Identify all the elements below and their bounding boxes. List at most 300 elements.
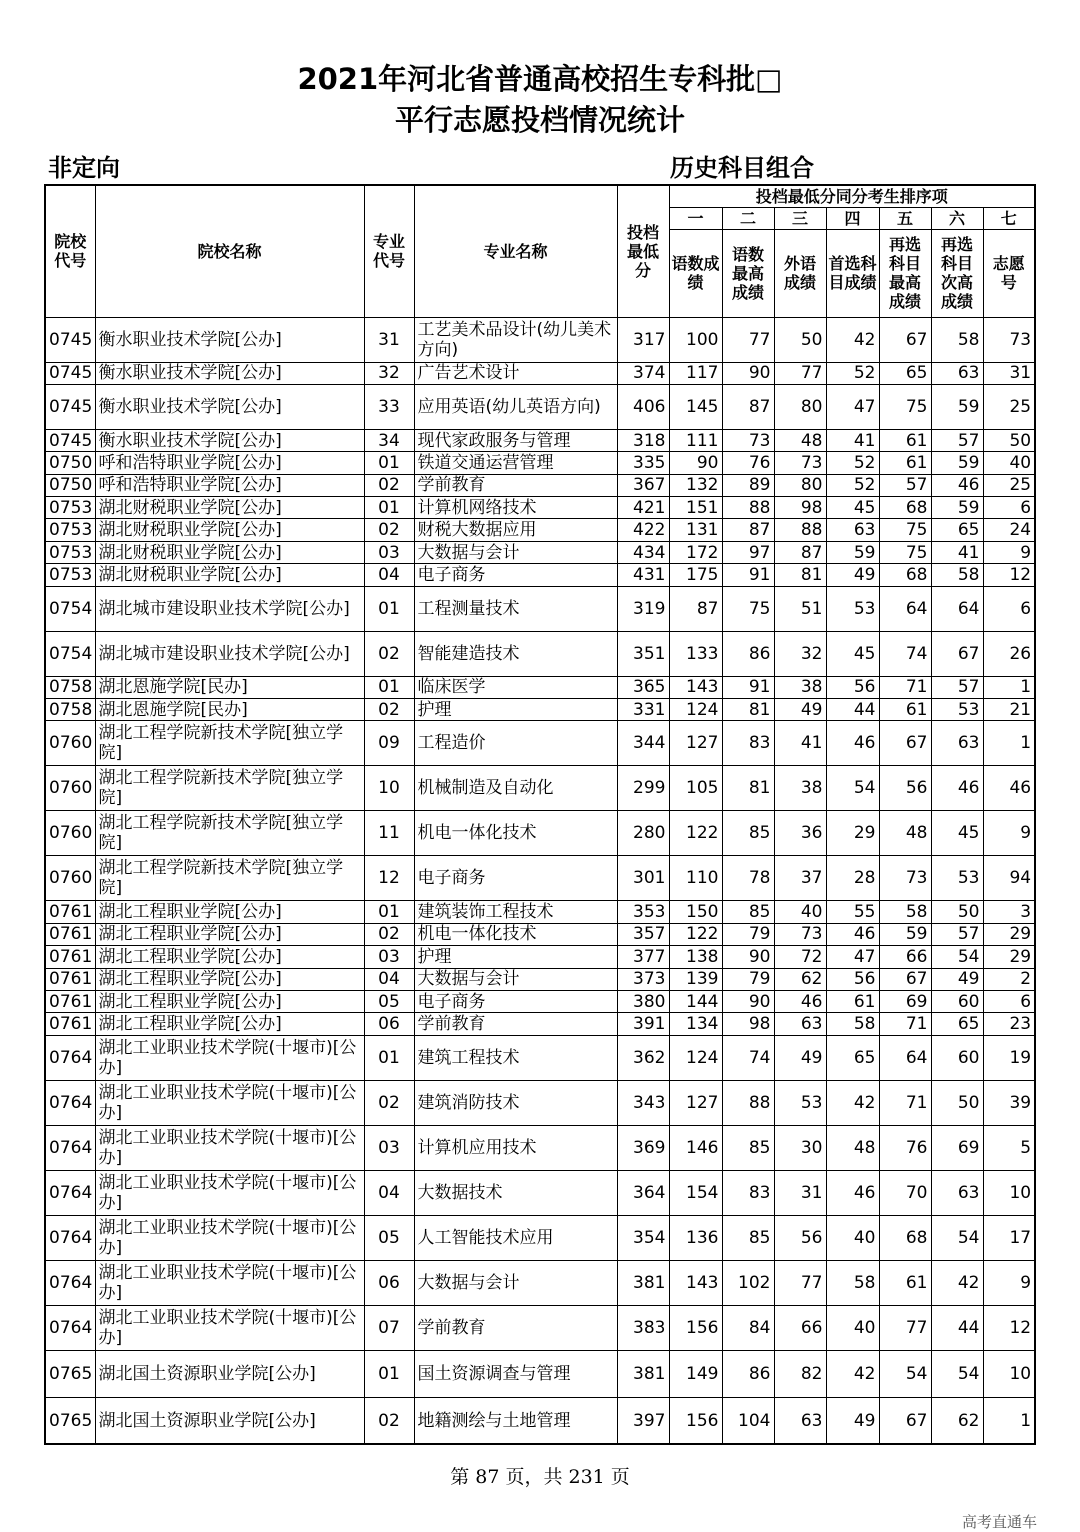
cell-tie-value: 134 [669,1013,722,1035]
header-num: 五 [879,207,931,229]
cell-school-code: 0745 [45,384,95,429]
cell-tie-value: 59 [931,497,983,519]
cell-tie-value: 59 [879,923,931,945]
cell-school-code: 0753 [45,541,95,563]
cell-min-score: 335 [617,452,669,474]
cell-tie-value: 58 [826,1260,879,1305]
cell-tie-value: 61 [879,452,931,474]
cell-tie-value: 76 [879,1125,931,1170]
cell-major-name: 广告艺术设计 [414,362,617,384]
cell-major-code: 09 [364,721,414,766]
cell-tie-value: 42 [826,1350,879,1397]
cell-school-code: 0761 [45,901,95,923]
cell-major-code: 01 [364,586,414,631]
cell-tie-value: 75 [722,586,774,631]
cell-tie-value: 127 [669,721,722,766]
table-row [45,429,1035,451]
header-sub: 语数成绩 [669,229,722,317]
cell-school-code: 0761 [45,1013,95,1035]
cell-school-code: 0764 [45,1215,95,1260]
cell-tie-value: 47 [826,946,879,968]
cell-tie-value: 38 [774,766,826,811]
cell-tie-value: 85 [722,901,774,923]
cell-tie-value: 124 [669,1035,722,1080]
cell-major-name: 大数据与会计 [414,1260,617,1305]
cell-school-name: 湖北工业职业技术学院(十堰市)[公办] [95,1035,364,1080]
cell-school-code: 0750 [45,474,95,496]
cell-tie-value: 89 [722,474,774,496]
cell-school-name: 湖北工业职业技术学院(十堰市)[公办] [95,1125,364,1170]
cell-tie-value: 74 [722,1035,774,1080]
cell-school-name: 湖北工程学院新技术学院[独立学院] [95,811,364,856]
cell-tie-value: 21 [983,699,1035,721]
cell-min-score: 422 [617,519,669,541]
header-num: 二 [722,207,774,229]
cell-school-code: 0764 [45,1305,95,1350]
cell-tie-value: 100 [669,317,722,362]
cell-tie-value: 80 [774,474,826,496]
cell-school-name: 湖北工业职业技术学院(十堰市)[公办] [95,1305,364,1350]
cell-major-code: 01 [364,1035,414,1080]
cell-min-score: 351 [617,631,669,676]
cell-tie-value: 54 [931,1350,983,1397]
cell-tie-value: 139 [669,968,722,990]
cell-min-score: 362 [617,1035,669,1080]
subject-combination-label: 历史科目组合 [670,154,814,182]
cell-school-name: 湖北财税职业学院[公办] [95,497,364,519]
cell-school-name: 衡水职业技术学院[公办] [95,429,364,451]
cell-tie-value: 6 [983,497,1035,519]
cell-tie-value: 136 [669,1215,722,1260]
cell-tie-value: 104 [722,1397,774,1444]
cell-tie-value: 131 [669,519,722,541]
cell-tie-value: 46 [826,923,879,945]
table-row [45,1215,1035,1260]
cell-tie-value: 87 [774,541,826,563]
table-row [45,1397,1035,1444]
cell-tie-value: 75 [879,519,931,541]
table-row [45,317,1035,362]
cell-school-name: 湖北工程职业学院[公办] [95,901,364,923]
cell-major-name: 计算机应用技术 [414,1125,617,1170]
cell-school-name: 湖北城市建设职业技术学院[公办] [95,586,364,631]
cell-tie-value: 49 [774,1035,826,1080]
cell-tie-value: 49 [826,564,879,586]
cell-major-name: 工程测量技术 [414,586,617,631]
cell-tie-value: 65 [931,1013,983,1035]
cell-tie-value: 46 [774,990,826,1012]
cell-school-name: 呼和浩特职业学院[公办] [95,452,364,474]
cell-tie-value: 44 [931,1305,983,1350]
cell-tie-value: 53 [826,586,879,631]
cell-school-name: 湖北国土资源职业学院[公办] [95,1397,364,1444]
header-num: 一 [669,207,722,229]
cell-major-code: 06 [364,1260,414,1305]
cell-tie-value: 70 [879,1170,931,1215]
cell-tie-value: 50 [774,317,826,362]
cell-tie-value: 48 [826,1125,879,1170]
cell-major-code: 02 [364,631,414,676]
cell-tie-value: 31 [774,1170,826,1215]
cell-major-code: 04 [364,1170,414,1215]
cell-tie-value: 146 [669,1125,722,1170]
cell-school-code: 0765 [45,1350,95,1397]
cell-tie-value: 91 [722,564,774,586]
cell-tie-value: 49 [774,699,826,721]
cell-school-name: 湖北工业职业技术学院(十堰市)[公办] [95,1170,364,1215]
header-school-code: 院校代号 [45,185,95,317]
table-row [45,766,1035,811]
cell-school-code: 0764 [45,1125,95,1170]
cell-tie-value: 62 [774,968,826,990]
cell-major-code: 01 [364,676,414,698]
cell-tie-value: 71 [879,676,931,698]
cell-major-name: 学前教育 [414,1305,617,1350]
cell-major-code: 03 [364,946,414,968]
cell-major-name: 人工智能技术应用 [414,1215,617,1260]
table-row [45,901,1035,923]
cell-school-name: 湖北工程职业学院[公办] [95,923,364,945]
cell-major-name: 铁道交通运营管理 [414,452,617,474]
table-row [45,564,1035,586]
cell-tie-value: 56 [826,968,879,990]
cell-tie-value: 82 [774,1350,826,1397]
cell-tie-value: 58 [879,901,931,923]
cell-major-name: 现代家政服务与管理 [414,429,617,451]
cell-major-code: 02 [364,474,414,496]
cell-major-name: 建筑工程技术 [414,1035,617,1080]
cell-tie-value: 54 [931,1215,983,1260]
cell-tie-value: 3 [983,901,1035,923]
cell-major-code: 34 [364,429,414,451]
cell-tie-value: 56 [879,766,931,811]
cell-tie-value: 44 [826,699,879,721]
cell-school-code: 0745 [45,362,95,384]
cell-school-name: 衡水职业技术学院[公办] [95,362,364,384]
cell-tie-value: 84 [722,1305,774,1350]
cell-tie-value: 46 [931,766,983,811]
cell-tie-value: 56 [774,1215,826,1260]
table-row [45,1080,1035,1125]
cell-tie-value: 17 [983,1215,1035,1260]
cell-tie-value: 50 [931,901,983,923]
cell-major-name: 财税大数据应用 [414,519,617,541]
cell-major-code: 02 [364,699,414,721]
cell-tie-value: 77 [722,317,774,362]
cell-major-name: 临床医学 [414,676,617,698]
cell-tie-value: 156 [669,1305,722,1350]
cell-tie-value: 52 [826,452,879,474]
cell-school-code: 0764 [45,1260,95,1305]
table-row [45,541,1035,563]
cell-tie-value: 45 [826,497,879,519]
cell-tie-value: 73 [722,429,774,451]
cell-major-code: 02 [364,519,414,541]
cell-school-name: 呼和浩特职业学院[公办] [95,474,364,496]
cell-school-name: 湖北工程学院新技术学院[独立学院] [95,721,364,766]
cell-min-score: 391 [617,1013,669,1035]
cell-tie-value: 46 [983,766,1035,811]
cell-tie-value: 69 [931,1125,983,1170]
table-row [45,946,1035,968]
cell-tie-value: 66 [774,1305,826,1350]
cell-tie-value: 87 [722,519,774,541]
cell-tie-value: 1 [983,1397,1035,1444]
cell-tie-value: 124 [669,699,722,721]
cell-major-name: 大数据与会计 [414,541,617,563]
cell-tie-value: 61 [879,699,931,721]
table-row [45,586,1035,631]
cell-tie-value: 1 [983,721,1035,766]
cell-major-name: 应用英语(幼儿英语方向) [414,384,617,429]
cell-school-name: 湖北恩施学院[民办] [95,699,364,721]
cell-school-name: 湖北城市建设职业技术学院[公办] [95,631,364,676]
cell-tie-value: 49 [826,1397,879,1444]
cell-school-name: 湖北工程职业学院[公办] [95,968,364,990]
cell-tie-value: 122 [669,923,722,945]
cell-tie-value: 58 [931,564,983,586]
cell-school-code: 0760 [45,766,95,811]
cell-tie-value: 12 [983,1305,1035,1350]
cell-min-score: 406 [617,384,669,429]
cell-major-code: 06 [364,1013,414,1035]
cell-tie-value: 42 [826,317,879,362]
cell-tie-value: 97 [722,541,774,563]
cell-tie-value: 98 [774,497,826,519]
cell-tie-value: 65 [931,519,983,541]
watermark: 高考直通车 [962,1513,1038,1531]
cell-tie-value: 58 [931,317,983,362]
cell-major-code: 01 [364,452,414,474]
cell-school-code: 0761 [45,946,95,968]
cell-tie-value: 79 [722,968,774,990]
cell-major-code: 11 [364,811,414,856]
cell-major-code: 01 [364,901,414,923]
page-title-line-2: 平行志愿投档情况统计 [394,103,685,137]
cell-school-name: 湖北财税职业学院[公办] [95,541,364,563]
cell-school-name: 湖北恩施学院[民办] [95,676,364,698]
cell-tie-value: 40 [983,452,1035,474]
cell-tie-value: 81 [722,766,774,811]
header-tie-group: 投档最低分同分考生排序项 [669,185,1035,207]
cell-tie-value: 138 [669,946,722,968]
cell-tie-value: 26 [983,631,1035,676]
cell-tie-value: 90 [722,990,774,1012]
cell-school-code: 0760 [45,721,95,766]
cell-tie-value: 154 [669,1170,722,1215]
header-sub: 志愿号 [983,229,1035,317]
cell-major-name: 机电一体化技术 [414,923,617,945]
cell-tie-value: 71 [879,1080,931,1125]
cell-tie-value: 105 [669,766,722,811]
cell-major-code: 04 [364,564,414,586]
cell-tie-value: 90 [722,362,774,384]
cell-min-score: 373 [617,968,669,990]
cell-min-score: 383 [617,1305,669,1350]
cell-school-name: 湖北财税职业学院[公办] [95,564,364,586]
table-row [45,384,1035,429]
cell-major-code: 05 [364,1215,414,1260]
cell-major-name: 国土资源调查与管理 [414,1350,617,1397]
cell-tie-value: 81 [722,699,774,721]
cell-tie-value: 81 [774,564,826,586]
cell-tie-value: 86 [722,631,774,676]
cell-min-score: 343 [617,1080,669,1125]
table-row [45,856,1035,901]
cell-school-code: 0765 [45,1397,95,1444]
cell-tie-value: 67 [879,1397,931,1444]
page-footer: 第 87 页，共 231 页 [450,1466,630,1488]
cell-tie-value: 86 [722,1350,774,1397]
cell-major-name: 学前教育 [414,1013,617,1035]
table-row [45,923,1035,945]
cell-tie-value: 77 [774,362,826,384]
cell-school-code: 0758 [45,699,95,721]
cell-tie-value: 39 [983,1080,1035,1125]
cell-tie-value: 78 [722,856,774,901]
cell-tie-value: 75 [879,541,931,563]
cell-tie-value: 60 [931,990,983,1012]
cell-tie-value: 50 [983,429,1035,451]
cell-min-score: 367 [617,474,669,496]
cell-tie-value: 52 [826,362,879,384]
cell-school-code: 0764 [45,1170,95,1215]
cell-tie-value: 76 [722,452,774,474]
cell-tie-value: 87 [722,384,774,429]
header-major-code: 专业代号 [364,185,414,317]
cell-tie-value: 53 [931,699,983,721]
cell-tie-value: 28 [826,856,879,901]
header-school-name: 院校名称 [95,185,364,317]
cell-tie-value: 83 [722,721,774,766]
cell-min-score: 374 [617,362,669,384]
cell-school-name: 湖北财税职业学院[公办] [95,519,364,541]
cell-school-code: 0764 [45,1080,95,1125]
cell-tie-value: 111 [669,429,722,451]
table-row [45,990,1035,1012]
cell-min-score: 353 [617,901,669,923]
cell-tie-value: 61 [826,990,879,1012]
cell-tie-value: 10 [983,1170,1035,1215]
cell-major-name: 工艺美术品设计(幼儿美术方向) [414,317,617,362]
cell-school-code: 0745 [45,429,95,451]
table-row [45,1305,1035,1350]
cell-tie-value: 6 [983,990,1035,1012]
cell-major-code: 05 [364,990,414,1012]
table-row [45,1350,1035,1397]
header-sub: 再选科目次高成绩 [931,229,983,317]
cell-tie-value: 63 [931,721,983,766]
cell-tie-value: 24 [983,519,1035,541]
cell-tie-value: 156 [669,1397,722,1444]
cell-major-code: 04 [364,968,414,990]
cell-min-score: 364 [617,1170,669,1215]
cell-major-name: 学前教育 [414,474,617,496]
cell-major-code: 32 [364,362,414,384]
cell-major-name: 智能建造技术 [414,631,617,676]
cell-tie-value: 67 [879,968,931,990]
cell-tie-value: 45 [931,811,983,856]
cell-tie-value: 64 [879,586,931,631]
cell-school-code: 0760 [45,811,95,856]
cell-tie-value: 59 [826,541,879,563]
cell-min-score: 319 [617,586,669,631]
cell-min-score: 421 [617,497,669,519]
cell-tie-value: 46 [826,721,879,766]
cell-tie-value: 63 [826,519,879,541]
cell-tie-value: 41 [774,721,826,766]
cell-tie-value: 88 [774,519,826,541]
cell-tie-value: 83 [722,1170,774,1215]
cell-school-name: 湖北工程学院新技术学院[独立学院] [95,856,364,901]
cell-tie-value: 71 [879,1013,931,1035]
cell-tie-value: 102 [722,1260,774,1305]
cell-tie-value: 90 [722,946,774,968]
cell-tie-value: 54 [931,946,983,968]
cell-tie-value: 48 [774,429,826,451]
cell-tie-value: 117 [669,362,722,384]
cell-tie-value: 40 [826,1215,879,1260]
table-body [45,317,1035,1444]
cell-tie-value: 75 [879,384,931,429]
header-sub: 语数最高成绩 [722,229,774,317]
cell-min-score: 365 [617,676,669,698]
table-row [45,452,1035,474]
cell-tie-value: 46 [826,1170,879,1215]
cell-tie-value: 61 [879,1260,931,1305]
cell-tie-value: 122 [669,811,722,856]
cell-tie-value: 94 [983,856,1035,901]
cell-major-name: 机械制造及自动化 [414,766,617,811]
cell-tie-value: 69 [879,990,931,1012]
cell-major-code: 01 [364,1350,414,1397]
table-row [45,362,1035,384]
table-row [45,519,1035,541]
cell-tie-value: 68 [879,497,931,519]
cell-tie-value: 77 [879,1305,931,1350]
cell-tie-value: 143 [669,676,722,698]
cell-tie-value: 127 [669,1080,722,1125]
cell-tie-value: 5 [983,1125,1035,1170]
cell-tie-value: 54 [826,766,879,811]
table-row [45,676,1035,698]
table-row [45,699,1035,721]
cell-tie-value: 73 [879,856,931,901]
table-row [45,631,1035,676]
cell-tie-value: 40 [774,901,826,923]
cell-tie-value: 63 [774,1013,826,1035]
cell-major-code: 07 [364,1305,414,1350]
cell-tie-value: 90 [669,452,722,474]
cell-tie-value: 9 [983,1260,1035,1305]
cell-tie-value: 68 [879,564,931,586]
cell-major-name: 电子商务 [414,856,617,901]
cell-major-code: 12 [364,856,414,901]
cell-min-score: 331 [617,699,669,721]
table-row [45,811,1035,856]
table-row [45,1260,1035,1305]
table-row [45,1170,1035,1215]
cell-major-name: 工程造价 [414,721,617,766]
cell-school-name: 湖北工业职业技术学院(十堰市)[公办] [95,1215,364,1260]
cell-school-name: 湖北国土资源职业学院[公办] [95,1350,364,1397]
enrollment-type-label: 非定向 [48,154,120,182]
cell-school-code: 0753 [45,519,95,541]
cell-tie-value: 144 [669,990,722,1012]
header-num: 三 [774,207,826,229]
cell-min-score: 357 [617,923,669,945]
cell-tie-value: 64 [879,1035,931,1080]
